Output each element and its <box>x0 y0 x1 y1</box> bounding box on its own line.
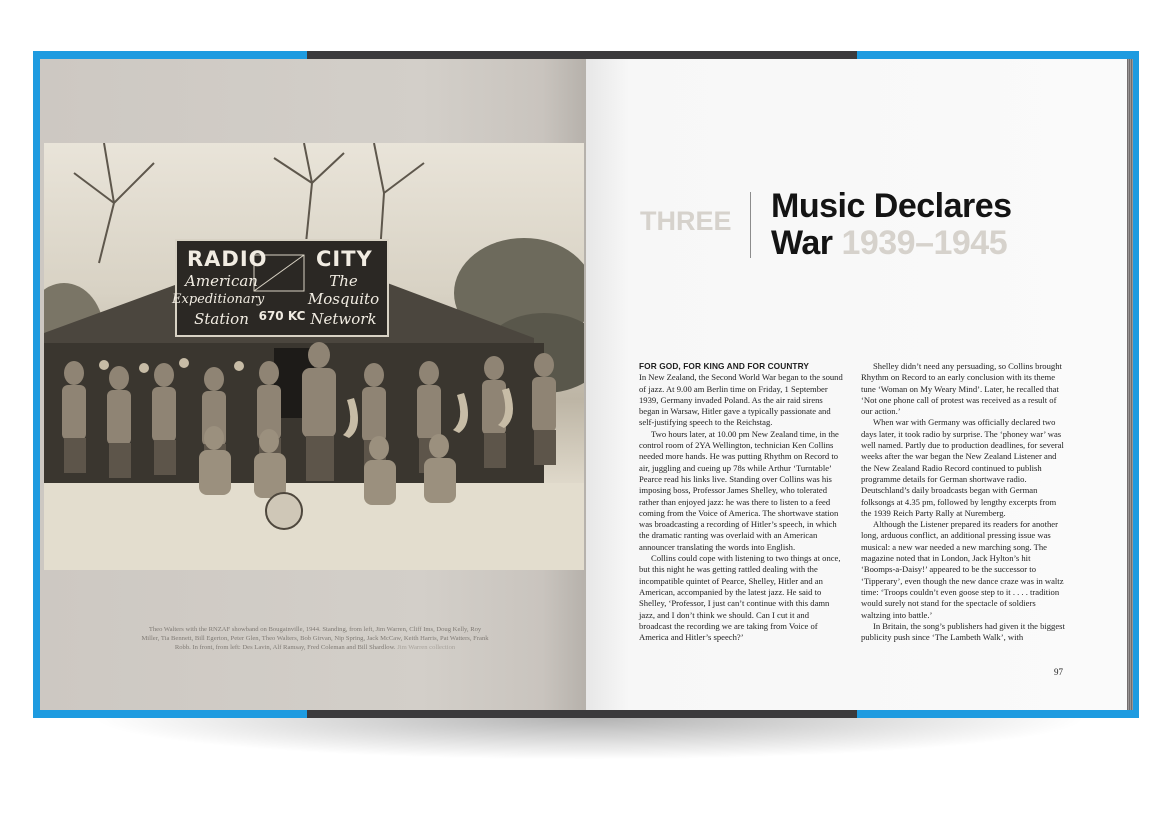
chapter-number: THREE <box>640 206 732 236</box>
paragraph: In Britain, the song’s publishers had given it the biggest publicity push since ‘The Lambeth Walk’, with <box>861 620 1065 643</box>
chapter-title-line2: War <box>771 224 833 262</box>
page-number: 97 <box>1054 667 1063 677</box>
page-edges <box>1127 59 1133 710</box>
paragraph: Collins could cope with listening to two things at once, but this night he was getting rattled dealing with the incompatible quintet of Pearce, Shelley, Hitler and an American, accompanied by the latest jazz. He said to Shelley, ‘Professor, I just can’t continue with this damn jazz, and I don’t think we should. Can I cut it and broadcast the recording we are taking from Voice of America and Hitler’s speech?’ <box>639 553 841 643</box>
chapter-years: 1939–1945 <box>841 224 1008 262</box>
sign-left-line1: American <box>185 272 258 290</box>
photo-caption <box>140 625 490 652</box>
chapter-title-line1: Music Declares <box>771 187 1012 225</box>
sign-right-line1: The <box>329 272 358 290</box>
caption-text: Theo Walters with the RNZAF showband on Bougainville, 1944. Standing, from left, Jim Warren, Cliff Ims, Doug Kelly, Roy Miller, Tia Bennett, Bill Egerton, Peter Glen, Theo Walters, Bob Girvan, Nip Spring, Jack McCaw, Keith Harris, Pat Watters, Frank Robb. In front, from left: Des Lavin, Alf Ramsay, Fred Coleman and Bill Shardlow. <box>141 626 489 651</box>
sign-left-line2: Expeditionary <box>172 292 265 307</box>
chapter-divider <box>750 192 751 258</box>
paragraph: Although the Listener prepared its readers for another long, arduous conflict, an additional pressing issue was musical: a new war needed a new marching song. The magazine noted that in London, Jack Hylton’s hit ‘Boomps-a-Daisy!’ appeared to be the successor to ‘Tipperary’, even though the new dance craze was in waltz time: ‘Troops couldn’t even goose step to it . . . . tradition would surely not stand for the spectacle of soldiers waltzing into battle.’ <box>861 519 1064 620</box>
text-column-2 <box>861 361 1066 643</box>
caption-credit: Jim Warren collection <box>397 644 456 651</box>
paragraph: When war with Germany was officially declared two days later, it took radio by surprise. The ‘phoney war’ was well named. Partly due to production deadlines, for several weeks after the war began the New Zealand Listener and the New Zealand Radio Record continued to publish programme details for German shortwave radio. Deutschland’s daily broadcasts began with German folksongs at 4.35 pm, followed by lengthy excerpts from the 1939 Reich Party Rally at Nuremberg. <box>861 417 1064 518</box>
sign-city-word: CITY <box>316 247 373 271</box>
paragraph: In New Zealand, the Second World War began to the sound of jazz. At 9.00 am Berlin time on Friday, 1 September 1939, Germany invaded Poland. As the air raid sirens began in Warsaw, Hitler gave a typically passionate and self-justifying speech to the Reichstag. <box>639 372 843 428</box>
paragraph: Two hours later, at 10.00 pm New Zealand time, in the control room of 2YA Wellington, technician Ken Collins needed more hands. He was putting Rhythm on Record to air, juggling and cueing up 78s while Arthur ‘Turntable’ Pearce read his links live. Standing over Collins was his imposing boss, Professor James Shelley, who tolerated rather than enjoyed jazz: he was there to listen to a feed coming from the Voice of America. The shortwave station was broadcasting a recording of Hitler’s speech, in which the dramatic ranting was overlaid with an American announcer translating the words into English. <box>639 428 839 552</box>
sign-right-line3: Network <box>310 310 377 328</box>
section-heading: FOR GOD, FOR KING AND FOR COUNTRY <box>639 361 809 371</box>
sign-radio-word: RADIO <box>187 247 268 271</box>
sign-left-line3: Station <box>194 310 249 328</box>
band-photograph <box>44 143 584 570</box>
paragraph: Shelley didn’t need any persuading, so Collins brought Rhythm on Record to an early conclusion with its theme tune ‘Woman on My Weary Mind’. Later, he recalled that ‘Not one phone call of protest was received as a result of our action.’ <box>861 361 1062 417</box>
chapter-title <box>771 188 1012 262</box>
sign-frequency: 670 KC <box>258 309 306 323</box>
sign-right-line2: Mosquito <box>307 290 380 308</box>
text-column-1 <box>639 361 844 643</box>
